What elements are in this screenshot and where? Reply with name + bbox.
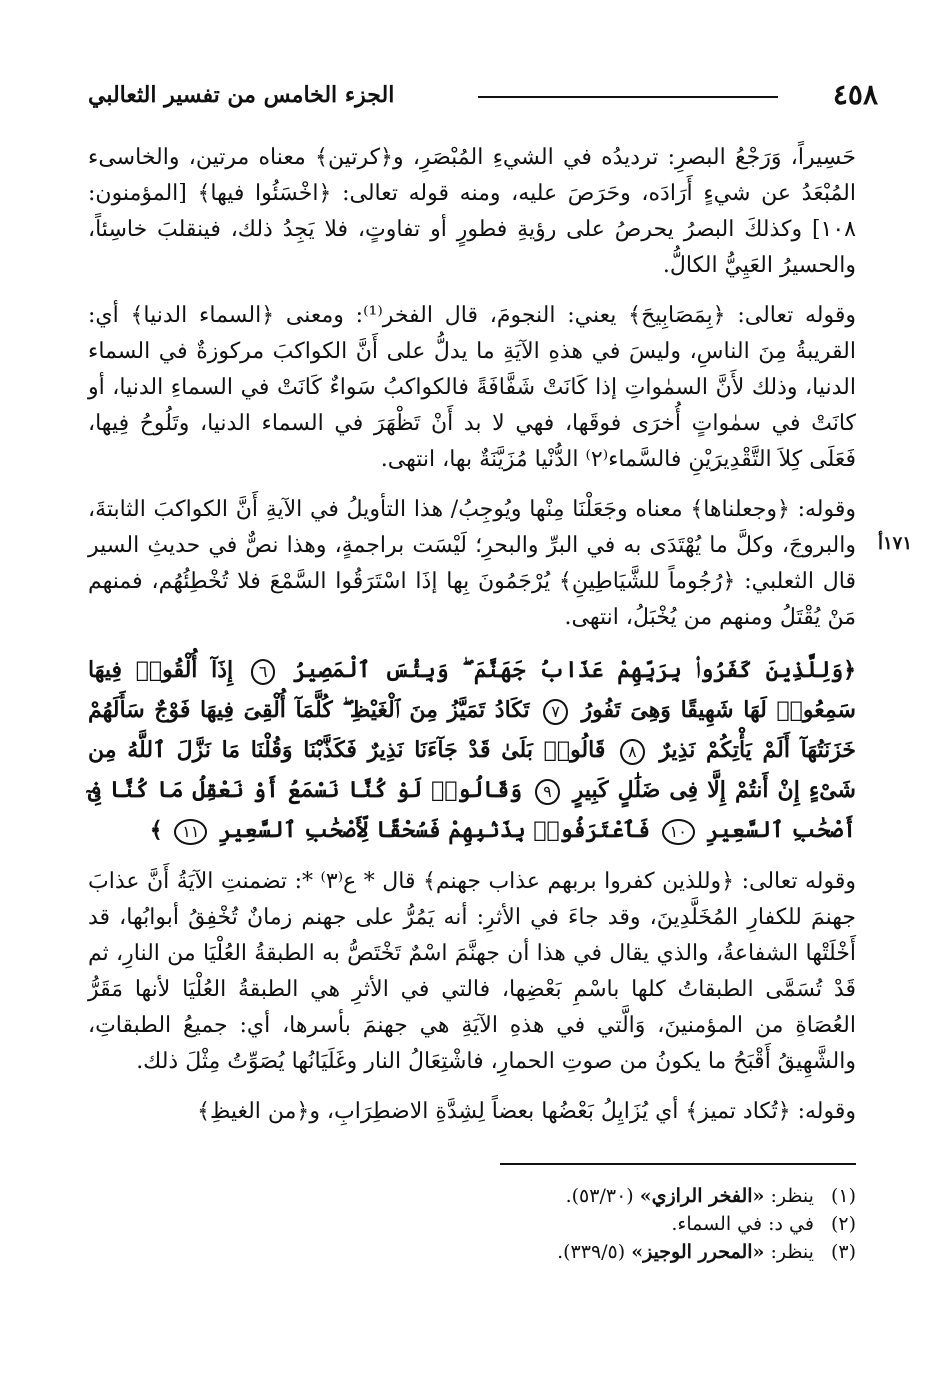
ayah-number: ١٠ [662, 819, 695, 845]
footnote-ref: (٣٣٩/٥). [557, 1241, 632, 1263]
footnote [88, 1182, 856, 1210]
paragraph-takad: وقوله: ﴿تُكاد تميز﴾ أي يُزَايِلُ بَعْضُها بعضاً لِشِدَّةِ الاضطِرَابِ، و﴿من الغيظِ﴾ [197, 1099, 856, 1124]
paragraph-jahannam: وقوله تعالى: ﴿وللذين كفروا بربهم عذاب جهنم﴾ قال * ع⁽٣⁾ *: تضمنتِ الآيَةُ أَنَّ عذابَ جهنمَ للكفارِ المُخَلَّدِينَ، وقد جاءَ في الأثرِ: أنه يَمُرُّ على جهنم زمانٌ تُخْفِقُ أبوابُها، قد أَخْلَتْها الشفاعةُ، والذي يقال في هذا أن جهنَّمَ اسْمٌ تَخْتَصُّ به الطبقةُ العُلْيَا من النارِ، ثم قَدْ تُسَمَّى الطبقاتُ كلها باسْمِ بَعْضِها، فالتي في الأثرِ هي الطبقةُ العُلْيَا لأنها مَقَرُّ العُصَاةِ من المؤمنينَ، وَالَّتي في هذهِ الآيَةِ هي جهنمَ بأسرها، أي: جميعُ الطبقاتِ، والشَّهِيقُ أَقْبَحُ ما يكونُ من صوتِ الحمارِ، فاشْتِعَالُ النار وغَلَيَانُها يُصَوِّتُ مِثْلَ ذلك. [88, 869, 856, 1074]
footnote-rule [500, 1163, 856, 1165]
footnote [88, 1238, 856, 1266]
footnote-text: في د: في السماء. [671, 1213, 814, 1235]
margin-folio-note: ١٧١أ [877, 533, 912, 554]
quran-verse: ﴿وَلِلَّذِينَ كَفَرُوا۟ بِرَبِّهِمْ عَذَابُ جَهَنَّمَ ۖ وَبِئْسَ ٱلْمَصِيرُ [293, 657, 856, 683]
footnote-number: (٢) [830, 1213, 856, 1235]
ayah-number: ٩ [535, 779, 560, 805]
ayah-number: ٨ [620, 739, 645, 765]
footnote-source: «الفخر الرازي» [639, 1185, 765, 1207]
quran-close-bracket: ﴾ [149, 817, 163, 843]
header-rule [478, 96, 778, 98]
ayah-number: ٧ [543, 699, 568, 725]
footnote [88, 1210, 856, 1238]
quran-verse: فَٱعْتَرَفُوا۟ بِذَنۢبِهِمْ فَسُحْقًا لِّأَصْحَٰبِ ٱلسَّعِيرِ [219, 817, 650, 843]
quran-verse: قَالُوا۟ بَلَىٰ قَدْ جَآءَنَا نَذِيرٌ فَكَذَّبْنَا وَقُلْنَا مَا نَزَّلَ ٱللَّهُ مِن شَىْءٍ إِنْ أَنتُمْ إِلَّا فِى ضَلَٰلٍ كَبِيرٍ [88, 737, 856, 803]
page-number: ٤٥٨ [832, 78, 878, 111]
quran-verse: تَكَادُ تَمَيَّزُ مِنَ ٱلْغَيْظِ ۖ كُلَّمَآ أُلْقِىَ فِيهَا فَوْجٌ سَأَلَهُمْ خَزَنَتُهَآ أَلَمْ يَأْتِكُمْ نَذِيرٌ [88, 697, 856, 763]
footnote-text: ينظر: [764, 1185, 814, 1207]
paragraph-masabih: وقوله تعالى: ﴿بِمَصَابِيحَ﴾ يعني: النجومَ، قال الفخر⁽¹⁾: ومعنى ﴿السماء الدنيا﴾ أي: القريبةُ مِنَ الناسِ، وليسَ في هذهِ الآيَةِ ما يدلُّ على أَنَّ الكواكبَ مركوزةٌ في السماء الدنيا، وذلك لأَنَّ السمٰواتِ إذا كَانَتْ شَفَّافَةً فالكواكبُ سَواءٌ كَانَتْ في السماءِ الدنيا، أو كانَتْ في سمٰواتٍ أُخرَى فوقَها، فهي لا بد أَنْ تَظْهَرَ في السماء الدنيا، وتَلُوحُ فِيها، فَعَلَى كِلاَ التَّقْدِيرَيْنِ فالسَّماء⁽٢⁾ الدُّنْيا مُزَيَّنَةٌ بها، انتهى. [88, 303, 856, 472]
ayah-number: ٦ [251, 659, 276, 685]
paragraph-wajaalnaha: وقوله: ﴿وجعلناها﴾ معناه وجَعَلْنَا مِنْها ويُوجِبُ/ هذا التأويلُ في الآيةِ أَنَّ الكواكبَ الثابتةَ، والبروجَ، وكلَّ ما يُهْتَدَى به في البرِّ والبحرِ؛ لَيْسَت براجمةٍ، وهذا نصٌّ في حديثِ السير قال الثعلبي: ﴿رُجُوماً للشَّيَاطِينِ﴾ يُرْجَمُونَ بِها إذَا اسْتَرَقُوا السَّمْعَ فلا تُخْطِئُهُم، فمنهم مَنْ يُقْتَلُ ومنهم من يُخْبَلُ، انتهى. [88, 497, 856, 630]
footnote-number: (١) [830, 1185, 856, 1207]
footnote-text: ينظر: [764, 1241, 814, 1263]
quran-verse: وَقَالُوا۟ لَوْ كُنَّا نَسْمَعُ أَوْ نَعْقِلُ مَا كُنَّا فِىٓ أَصْحَٰبِ ٱلسَّعِيرِ [88, 777, 856, 843]
footnote-source: «المحرر الوجيز» [631, 1241, 765, 1263]
footnotes [88, 1182, 856, 1266]
footnote-ref: (٥٣/٣٠). [565, 1185, 640, 1207]
ayah-number: ١١ [174, 819, 207, 845]
footnote-number: (٣) [830, 1241, 856, 1263]
quran-verse: إِذَآ أُلْقُوا۟ فِيهَا سَمِعُوا۟ لَهَا شَهِيقًا وَهِىَ تَفُورُ [88, 657, 856, 723]
paragraph-hasir: حَسِيراً، وَرَجْعُ البصرِ: ترديدُه في الشيءِ المُبْصَرِ، و﴿كرتين﴾ معناه مرتين، والخاسىء المُبْعَدُ عن شيءٍ أَرَادَه، وحَرَصَ عليه، ومنه قوله تعالى: ﴿اخْسَئُوا فيها﴾ [المؤمنون: ١٠٨] وكذلكَ البصرُ يحرصُ على رؤيةِ فطورٍ أو تفاوتٍ، فلا يَجِدُ ذلك، فينقلبَ خاسِئاً، والحسيرُ العَيِيُّ الكالُّ. [88, 145, 856, 278]
page-header [88, 78, 878, 118]
quran-passage [88, 650, 856, 850]
main-text [88, 140, 856, 1144]
running-title: الجزء الخامس من تفسير الثعالبي [88, 82, 395, 108]
